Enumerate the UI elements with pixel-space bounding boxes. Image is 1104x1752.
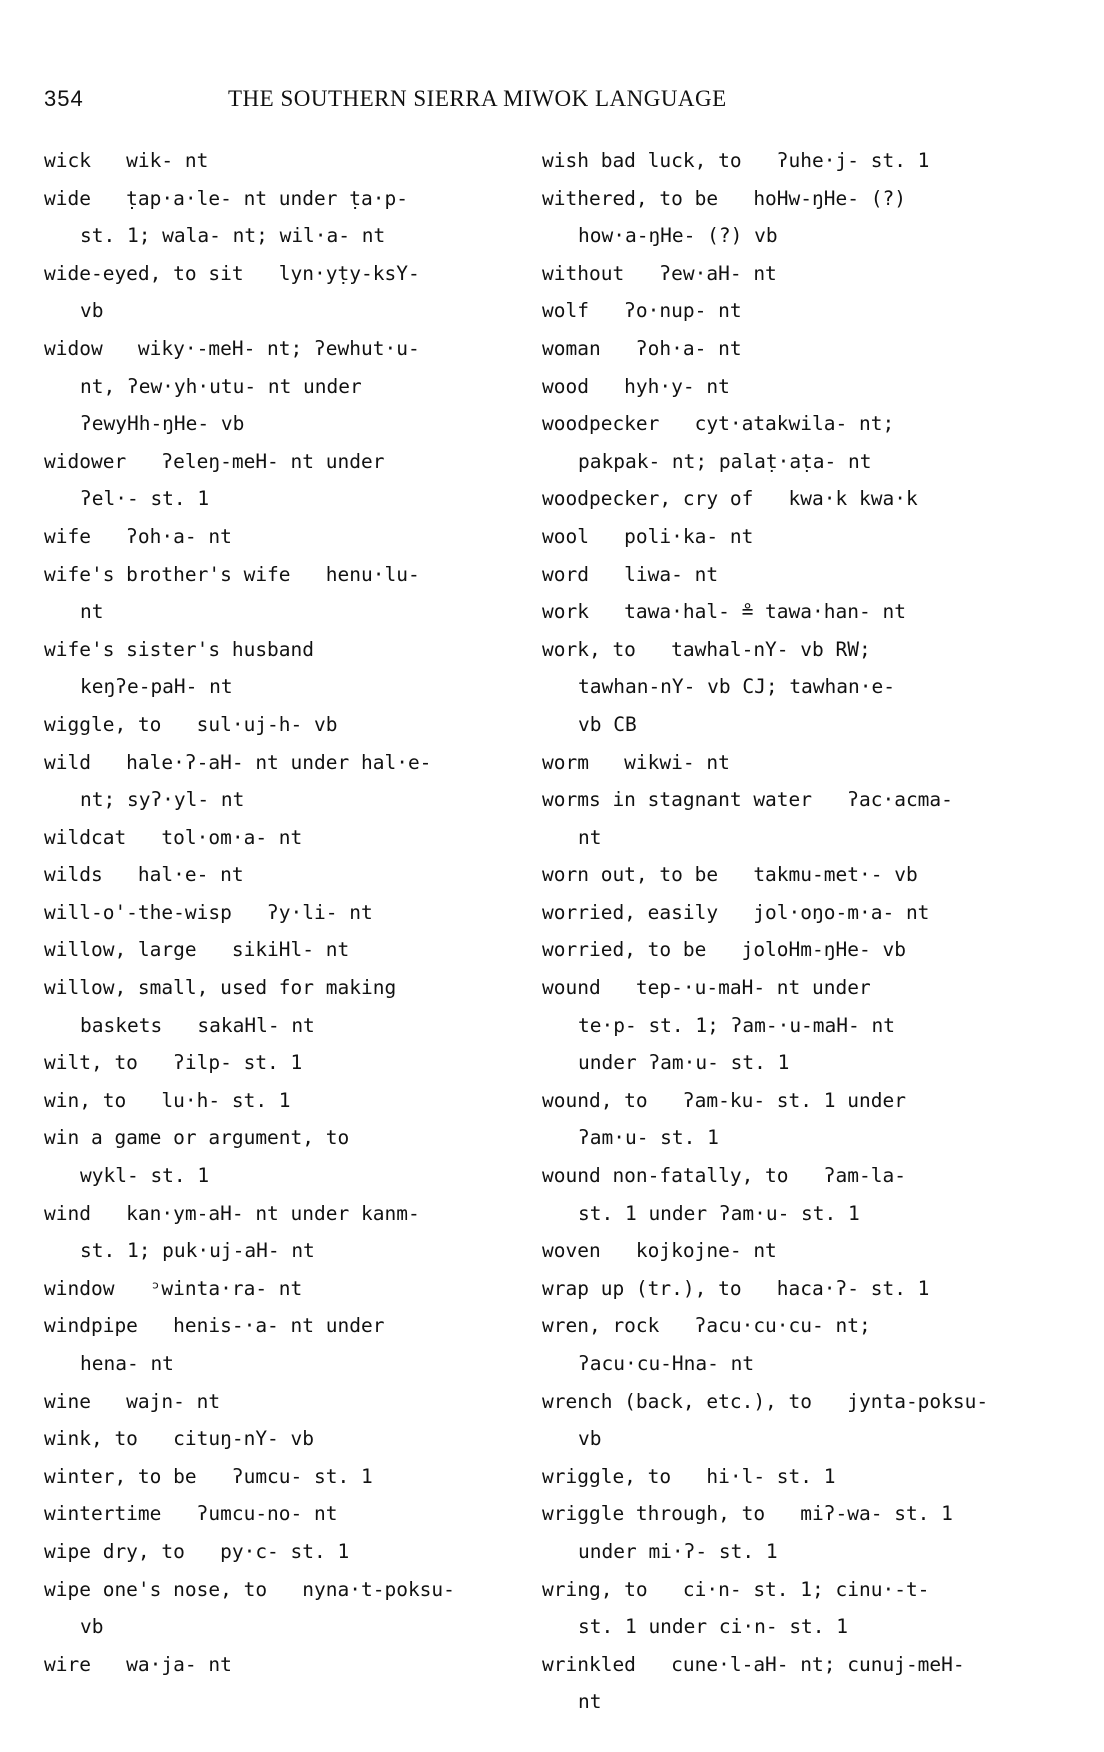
entry-line: wick wik- nt	[44, 149, 209, 172]
entry-continuation-line: st. 1 under ʔam·u- st. 1	[578, 1201, 860, 1225]
entry-continuation-line: hena- nt	[80, 1352, 174, 1375]
entry-line: woman ʔoh·a- nt	[542, 336, 742, 360]
entry-line: willow, large sikiHl- nt	[44, 938, 350, 962]
entry-line: wiggle, to sul·uj-h- vb	[44, 712, 338, 736]
entry-line: wriggle through, to miʔ-wa- st. 1	[542, 1502, 953, 1526]
entry-continuation-line: under ʔam·u- st. 1	[578, 1051, 790, 1075]
entry-line: will-o'-the-wisp ʔy·li- nt	[44, 900, 373, 924]
entry-line: without ʔew·aH- nt	[542, 261, 777, 285]
entry-continuation-line: st. 1; puk·uj-aH- nt	[80, 1239, 315, 1263]
entry-continuation-line: tawhan-nY- vb CJ; tawhan·e-	[578, 675, 895, 699]
entry-line: window ᵓwinta·ra- nt	[44, 1276, 303, 1300]
entry-line: wildcat tol·om·a- nt	[44, 825, 303, 849]
entry-continuation-line: baskets sakaHl- nt	[80, 1013, 315, 1037]
entry-line: worn out, to be takmu-met·- vb	[542, 863, 918, 887]
entry-line: worms in stagnant water ʔac·acma-	[542, 788, 953, 812]
entry-line: wipe one's nose, to nyna·t-poksu-	[44, 1577, 455, 1601]
entry-line: word liwa- nt	[542, 562, 719, 586]
entry-line: wring, to ci·n- st. 1; cinu·-t-	[542, 1577, 930, 1601]
entry-continuation-line: vb	[578, 1427, 602, 1451]
entry-line: wren, rock ʔacu·cu·cu- nt;	[542, 1314, 871, 1338]
entry-continuation-line: ʔam·u- st. 1	[578, 1126, 719, 1150]
entry-line: wolf ʔo·nup- nt	[542, 299, 742, 323]
entry-line: withered, to be hoHw-ŋHe- (?)	[542, 186, 906, 210]
entry-line: widow wiky·-meH- nt; ʔewhut·u-	[44, 336, 420, 360]
entry-continuation-line: under mi·ʔ- st. 1	[578, 1539, 778, 1563]
entry-line: wish bad luck, to ʔuhe·j- st. 1	[542, 149, 930, 172]
entry-continuation-line: vb	[80, 299, 104, 323]
entry-line: wrap up (tr.), to haca·ʔ- st. 1	[542, 1276, 930, 1300]
page-number: 354	[44, 86, 84, 111]
entry-line: woodpecker cyt·atakwila- nt;	[542, 412, 895, 436]
entry-continuation-line: vb	[80, 1615, 104, 1639]
entry-continuation-line: how·a-ŋHe- (?) vb	[578, 224, 778, 248]
entry-line: wine wajn- nt	[44, 1389, 221, 1413]
entry-line: wide ṭap·a·le- nt under ṭa·p-	[44, 186, 408, 210]
entry-continuation-line: nt	[578, 1690, 602, 1714]
entry-line: wrinkled cune·l-aH- nt; cunuj-meH-	[542, 1652, 965, 1676]
entry-continuation-line: ʔewyHh-ŋHe- vb	[80, 412, 245, 436]
entry-continuation-line: nt	[80, 600, 104, 624]
entry-line: work, to tawhal-nY- vb RW;	[542, 637, 871, 661]
right-column	[542, 142, 1042, 1721]
entry-line: wilds hal·e- nt	[44, 863, 244, 887]
entry-line: wool poli·ka- nt	[542, 524, 754, 548]
entry-line: worried, easily jol·oŋo-m·a- nt	[542, 900, 930, 924]
left-column	[44, 142, 514, 1683]
entry-continuation-line: nt, ʔew·yh·utu- nt under	[80, 374, 362, 398]
entry-line: wire wa·ja- nt	[44, 1652, 232, 1676]
entry-line: wide-eyed, to sit lyn·yṭy-ksY-	[44, 261, 420, 285]
entry-continuation-line: te·p- st. 1; ʔam-·u-maH- nt	[578, 1013, 895, 1037]
entry-continuation-line: nt; syʔ·yl- nt	[80, 788, 245, 812]
entry-line: woodpecker, cry of kwa·k kwa·k	[542, 487, 918, 511]
entry-continuation-line: wykl- st. 1	[80, 1164, 210, 1188]
entry-line: work tawa·hal- ≗ tawa·han- nt	[542, 600, 906, 624]
entry-line: worried, to be joloHm-ŋHe- vb	[542, 938, 906, 962]
running-title: THE SOUTHERN SIERRA MIWOK LANGUAGE	[228, 86, 727, 111]
entry-continuation-line: vb CB	[578, 712, 637, 736]
entry-continuation-line: st. 1 under ci·n- st. 1	[578, 1615, 849, 1639]
entry-line: wind kan·ym-aH- nt under kanm-	[44, 1201, 420, 1225]
entry-line: wound, to ʔam-ku- st. 1 under	[542, 1088, 906, 1112]
entry-line: wilt, to ʔilp- st. 1	[44, 1051, 303, 1075]
entry-line: wound tep-·u-maH- nt under	[542, 976, 871, 1000]
entry-line: wife's brother's wife henu·lu-	[44, 562, 420, 586]
entry-line: wild hale·ʔ-aH- nt under hal·e-	[44, 750, 432, 774]
entry-line: win a game or argument, to	[44, 1126, 350, 1150]
entry-continuation-line: ʔel·- st. 1	[80, 487, 210, 511]
entry-continuation-line: ʔacu·cu-Hna- nt	[578, 1352, 755, 1375]
entry-continuation-line: pakpak- nt; palaṭ·aṭa- nt	[578, 449, 872, 473]
entry-line: widower ʔeleŋ-meH- nt under	[44, 449, 385, 473]
entry-line: woven kojkojne- nt	[542, 1239, 777, 1263]
entry-line: wrench (back, etc.), to jynta-poksu-	[542, 1389, 989, 1413]
entry-line: wife's sister's husband	[44, 637, 315, 661]
entry-line: wipe dry, to py·c- st. 1	[44, 1539, 350, 1563]
entry-continuation-line: st. 1; wala- nt; wil·a- nt	[80, 224, 386, 248]
entry-line: wink, to cituŋ-nY- vb	[44, 1427, 315, 1451]
entry-continuation-line: keŋʔe-paH- nt	[80, 675, 233, 699]
page-header	[44, 86, 1044, 120]
entry-line: wintertime ʔumcu-no- nt	[44, 1502, 338, 1526]
entry-line: worm wikwi- nt	[542, 750, 730, 774]
entry-line: wood hyh·y- nt	[542, 374, 730, 398]
entry-line: win, to lu·h- st. 1	[44, 1088, 291, 1112]
entry-line: windpipe henis-·a- nt under	[44, 1314, 385, 1338]
entry-continuation-line: nt	[578, 825, 602, 849]
entry-line: wriggle, to hi·l- st. 1	[542, 1464, 836, 1488]
entry-line: winter, to be ʔumcu- st. 1	[44, 1464, 373, 1488]
entry-line: willow, small, used for making	[44, 976, 397, 1000]
entry-line: wound non-fatally, to ʔam-la-	[542, 1164, 906, 1188]
entry-line: wife ʔoh·a- nt	[44, 524, 232, 548]
